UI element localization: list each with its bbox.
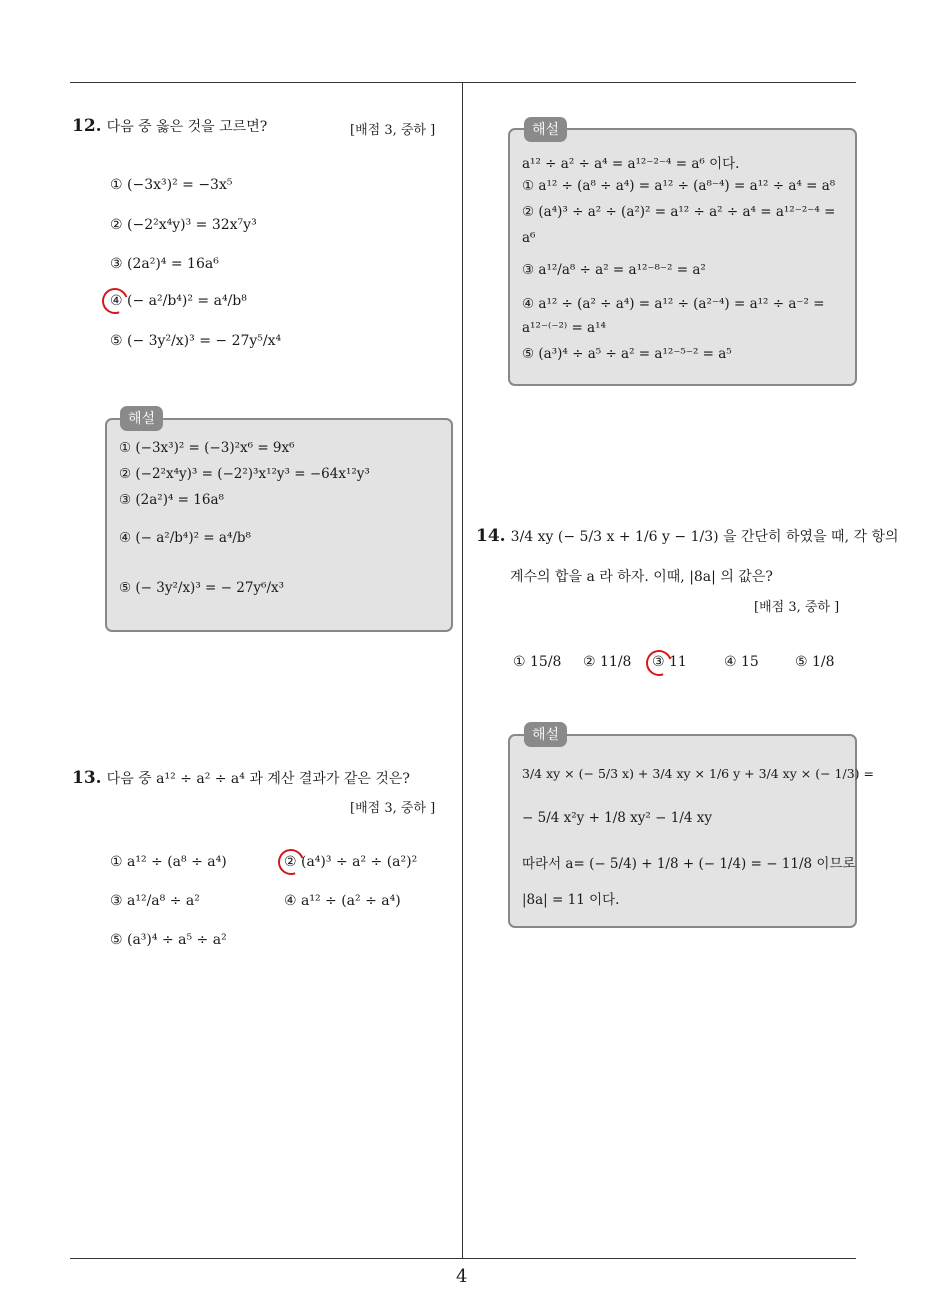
question-number: 14. xyxy=(476,526,506,546)
q13-option-1: ① a¹² ÷ (a⁸ ÷ a⁴) xyxy=(110,854,227,870)
solution-tag: 해설 xyxy=(524,117,567,142)
solution-line: ① a¹² ÷ (a⁸ ÷ a⁴) = a¹² ÷ (a⁸⁻⁴) = a¹² ÷ a⁴ = a⁸ xyxy=(522,178,836,194)
solution-line: 3/4 xy × (− 5/3 x) + 3/4 xy × 1/6 y + 3/4 xy × (− 1/3) = xyxy=(522,766,874,781)
q12-option-5: ⑤ (− 3y²/x)³ = − 27y⁵/x⁴ xyxy=(110,333,282,349)
solution-line: ③ (2a²)⁴ = 16a⁸ xyxy=(119,492,224,508)
q14-option-2: ② 11/8 xyxy=(583,654,632,670)
q13-option-4: ④ a¹² ÷ (a² ÷ a⁴) xyxy=(284,893,401,909)
q13-option-3: ③ a¹²/a⁸ ÷ a² xyxy=(110,893,200,909)
q13-option-2: ② (a⁴)³ ÷ a² ÷ (a²)² xyxy=(284,854,418,870)
solution-line: ④ a¹² ÷ (a² ÷ a⁴) = a¹² ÷ (a²⁻⁴) = a¹² ÷ a⁻² = xyxy=(522,296,825,312)
question-prompt: 3/4 xy (− 5/3 x + 1/6 y − 1/3) 을 간단히 하였을 때, 각 항의 xyxy=(510,529,899,545)
question-13-meta: [배점 3, 중하 ] xyxy=(350,801,436,816)
q14-option-5: ⑤ 1/8 xyxy=(795,654,835,670)
solution-line: ⑤ (a³)⁴ ÷ a⁵ ÷ a² = a¹²⁻⁵⁻² = a⁵ xyxy=(522,346,732,362)
column-divider xyxy=(462,83,463,1259)
solution-line: ③ a¹²/a⁸ ÷ a² = a¹²⁻⁸⁻² = a² xyxy=(522,262,706,278)
solution-line: ① (−3x³)² = (−3)²x⁶ = 9x⁶ xyxy=(119,440,295,456)
question-14-meta: [배점 3, 중하 ] xyxy=(754,600,840,615)
question-14-header xyxy=(476,526,899,546)
question-12-meta: [배점 3, 중하 ] xyxy=(350,123,436,138)
solution-tag: 해설 xyxy=(120,406,163,431)
q12-solution-box xyxy=(105,418,453,632)
solution-line: ② (a⁴)³ ÷ a² ÷ (a²)² = a¹² ÷ a² ÷ a⁴ = a¹²⁻²⁻⁴ = xyxy=(522,204,836,220)
q13-option-5: ⑤ (a³)⁴ ÷ a⁵ ÷ a² xyxy=(110,932,227,948)
q12-option-4: ④ (− a²/b⁴)² = a⁴/b⁸ xyxy=(110,293,247,309)
q14-option-4: ④ 15 xyxy=(724,654,759,670)
top-rule xyxy=(70,82,856,83)
q13-solution-box xyxy=(508,128,857,386)
solution-line: a¹²⁻⁽⁻²⁾ = a¹⁴ xyxy=(522,320,606,336)
q12-option-3: ③ (2a²)⁴ = 16a⁶ xyxy=(110,256,219,272)
question-number: 12. xyxy=(72,116,102,136)
solution-line: a⁶ xyxy=(522,230,536,246)
bottom-rule xyxy=(70,1258,856,1259)
solution-line: ④ (− a²/b⁴)² = a⁴/b⁸ xyxy=(119,530,251,546)
question-14-prompt-line2: 계수의 합을 a 라 하자. 이때, |8a| 의 값은? xyxy=(510,569,773,585)
question-prompt: 다음 중 옳은 것을 고르면? xyxy=(106,119,268,135)
question-13-header xyxy=(72,768,410,788)
solution-tag: 해설 xyxy=(524,722,567,747)
q12-option-2: ② (−2²x⁴y)³ = 32x⁷y³ xyxy=(110,217,257,233)
q14-solution-box xyxy=(508,734,874,928)
page-number: 4 xyxy=(456,1266,468,1287)
q14-option-1: ① 15/8 xyxy=(513,654,562,670)
solution-line: 따라서 a= (− 5/4) + 1/8 + (− 1/4) = − 11/8 이므로 xyxy=(522,856,856,872)
solution-line: − 5/4 x²y + 1/8 xy² − 1/4 xy xyxy=(522,810,712,826)
q14-option-3: ③ 11 xyxy=(652,654,687,670)
solution-line: ② (−2²x⁴y)³ = (−2²)³x¹²y³ = −64x¹²y³ xyxy=(119,466,370,482)
solution-line: |8a| = 11 이다. xyxy=(522,892,620,908)
solution-line: a¹² ÷ a² ÷ a⁴ = a¹²⁻²⁻⁴ = a⁶ 이다. xyxy=(522,156,740,172)
answer-circle-mark xyxy=(642,646,677,681)
solution-line: ⑤ (− 3y²/x)³ = − 27y⁶/x³ xyxy=(119,580,285,596)
answer-circle-mark xyxy=(98,284,133,319)
question-number: 13. xyxy=(72,768,102,788)
answer-circle-mark xyxy=(274,845,309,880)
question-prompt: 다음 중 a¹² ÷ a² ÷ a⁴ 과 계산 결과가 같은 것은? xyxy=(106,771,410,787)
question-12-header xyxy=(72,116,267,136)
q12-option-1: ① (−3x³)² = −3x⁵ xyxy=(110,177,233,193)
